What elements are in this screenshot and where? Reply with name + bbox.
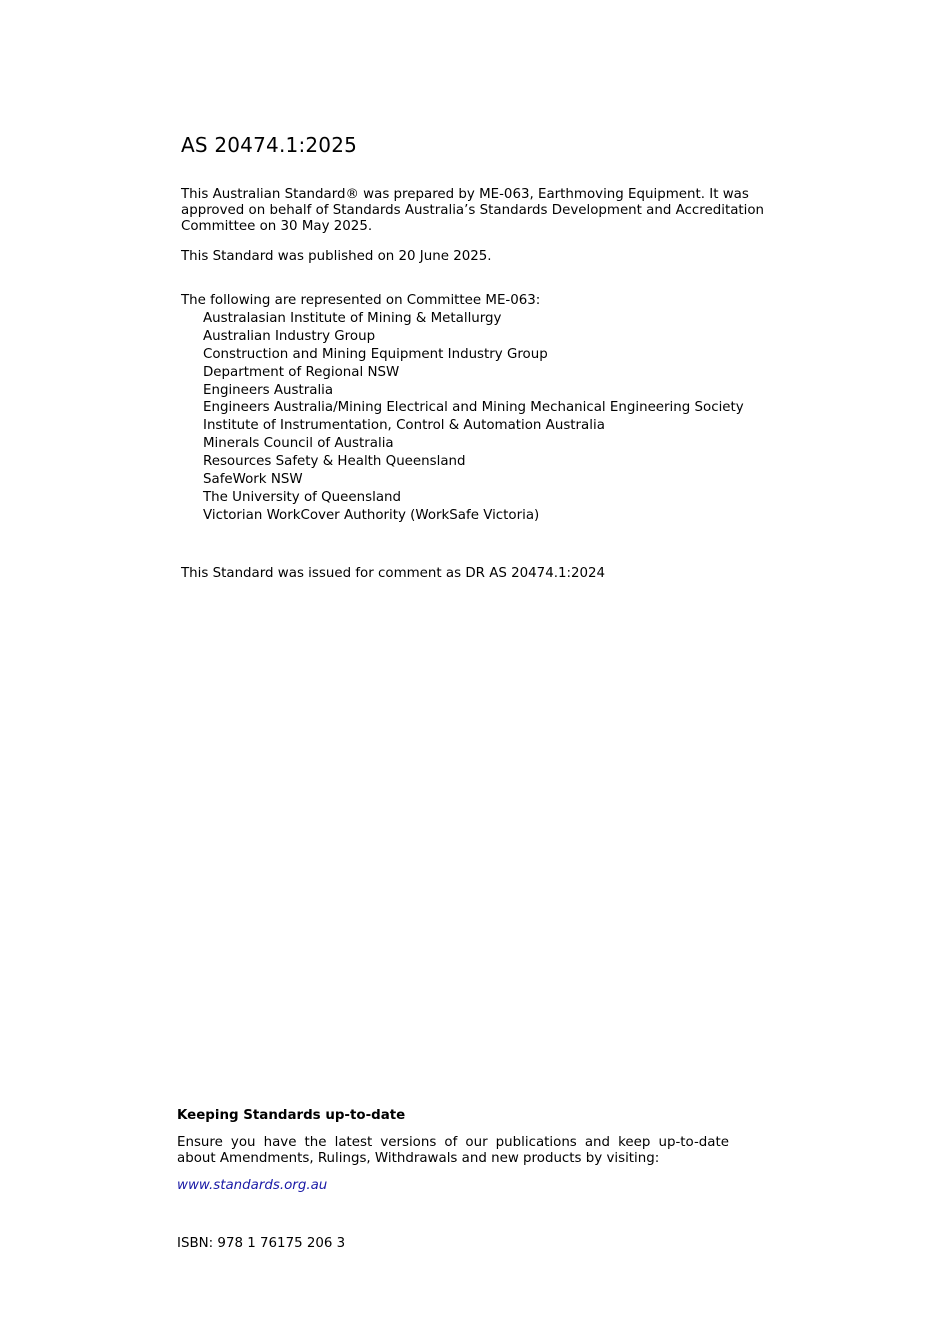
- footer-heading: Keeping Standards up-to-date: [177, 1108, 406, 1123]
- committee-member: Victorian WorkCover Authority (WorkSafe Victoria): [203, 507, 540, 523]
- committee-intro: The following are represented on Committee ME-063:: [181, 293, 541, 308]
- page-title: AS 20474.1:2025: [181, 133, 358, 157]
- published-statement: This Standard was published on 20 June 2025.: [181, 249, 492, 264]
- committee-section: [181, 292, 744, 525]
- footer-text: Ensure you have the latest versions of our publications and keep up-to-date about Amendments, Rulings, Withdrawals and new products by visiting:: [177, 1135, 729, 1166]
- committee-member: Australian Industry Group: [203, 328, 376, 344]
- committee-member: Engineers Australia/Mining Electrical and Mining Mechanical Engineering Society: [203, 400, 744, 416]
- committee-member: Minerals Council of Australia: [203, 436, 394, 452]
- comment-statement: This Standard was issued for comment as DR AS 20474.1:2024: [181, 566, 606, 581]
- committee-member: Australasian Institute of Mining & Metallurgy: [203, 310, 502, 326]
- committee-list: [181, 310, 744, 525]
- committee-member: Resources Safety & Health Queensland: [203, 454, 466, 470]
- committee-member: SafeWork NSW: [203, 472, 303, 488]
- standards-website-link[interactable]: www.standards.org.au: [177, 1178, 328, 1193]
- approval-statement: This Australian Standard® was prepared by ME-063, Earthmoving Equipment. It was approved on behalf of Standards Australia’s Standards Development and Accreditation Committee on 30 May 2025.: [181, 187, 765, 234]
- isbn: ISBN: 978 1 76175 206 3: [177, 1236, 346, 1251]
- committee-member: Department of Regional NSW: [203, 364, 400, 380]
- footer-section: [177, 1108, 729, 1194]
- committee-member: Construction and Mining Equipment Industry Group: [203, 346, 548, 362]
- committee-member: Institute of Instrumentation, Control & Automation Australia: [203, 418, 605, 434]
- committee-member: Engineers Australia: [203, 382, 334, 398]
- committee-member: The University of Queensland: [203, 489, 402, 505]
